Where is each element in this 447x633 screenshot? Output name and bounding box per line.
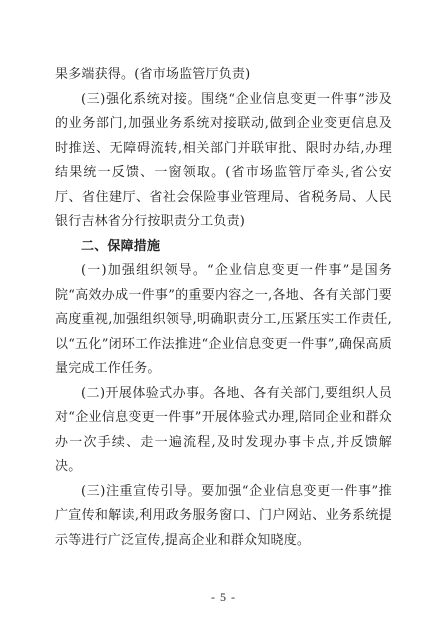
section-heading-safeguards: 二、保障措施 xyxy=(81,238,161,254)
paragraph-continuation: 果多端获得。(省市场监管厅负责) xyxy=(55,67,251,82)
paragraph-experience-service: (二)开展体验式办事。各地、各有关部门,要组织人员对“企业信息变更一件事”开展体验式办理,陪同企业和群众办一次手续、走一遍流程,及时发现办事卡点,并反馈解决。 xyxy=(55,385,392,474)
paragraph-publicity-guidance: (三)注重宣传引导。要加强“企业信息变更一件事”推广宣传和解读,利用政务服务窗口、门户网站、业务系统提示等进行广泛宣传,提高企业和群众知晓度。 xyxy=(55,483,392,548)
paragraph-system-integration: (三)强化系统对接。围绕“企业信息变更一件事”涉及的业务部门,加强业务系统对接联动,做到企业变更信息及时推送、无障碍流转,相关部门并联审批、限时办结,办理结果统一反馈、一窗领取。(省市场监管厅牵头,省公安厅、省住建厅、省社会保险事业管理局、省税务局、人民银行吉林省分行按职责分工负责) xyxy=(55,91,392,229)
paragraph-organization-leadership: (一)加强组织领导。“企业信息变更一件事”是国务院“高效办成一件事”的重要内容之一,各地、各有关部门要高度重视,加强组织领导,明确职责分工,压紧压实工作责任,以“五化”闭环工作法推进“企业信息变更一件事”,确保高质量完成工作任务。 xyxy=(55,263,392,376)
document-body xyxy=(55,63,392,553)
page-number: - 5 - xyxy=(211,590,236,604)
